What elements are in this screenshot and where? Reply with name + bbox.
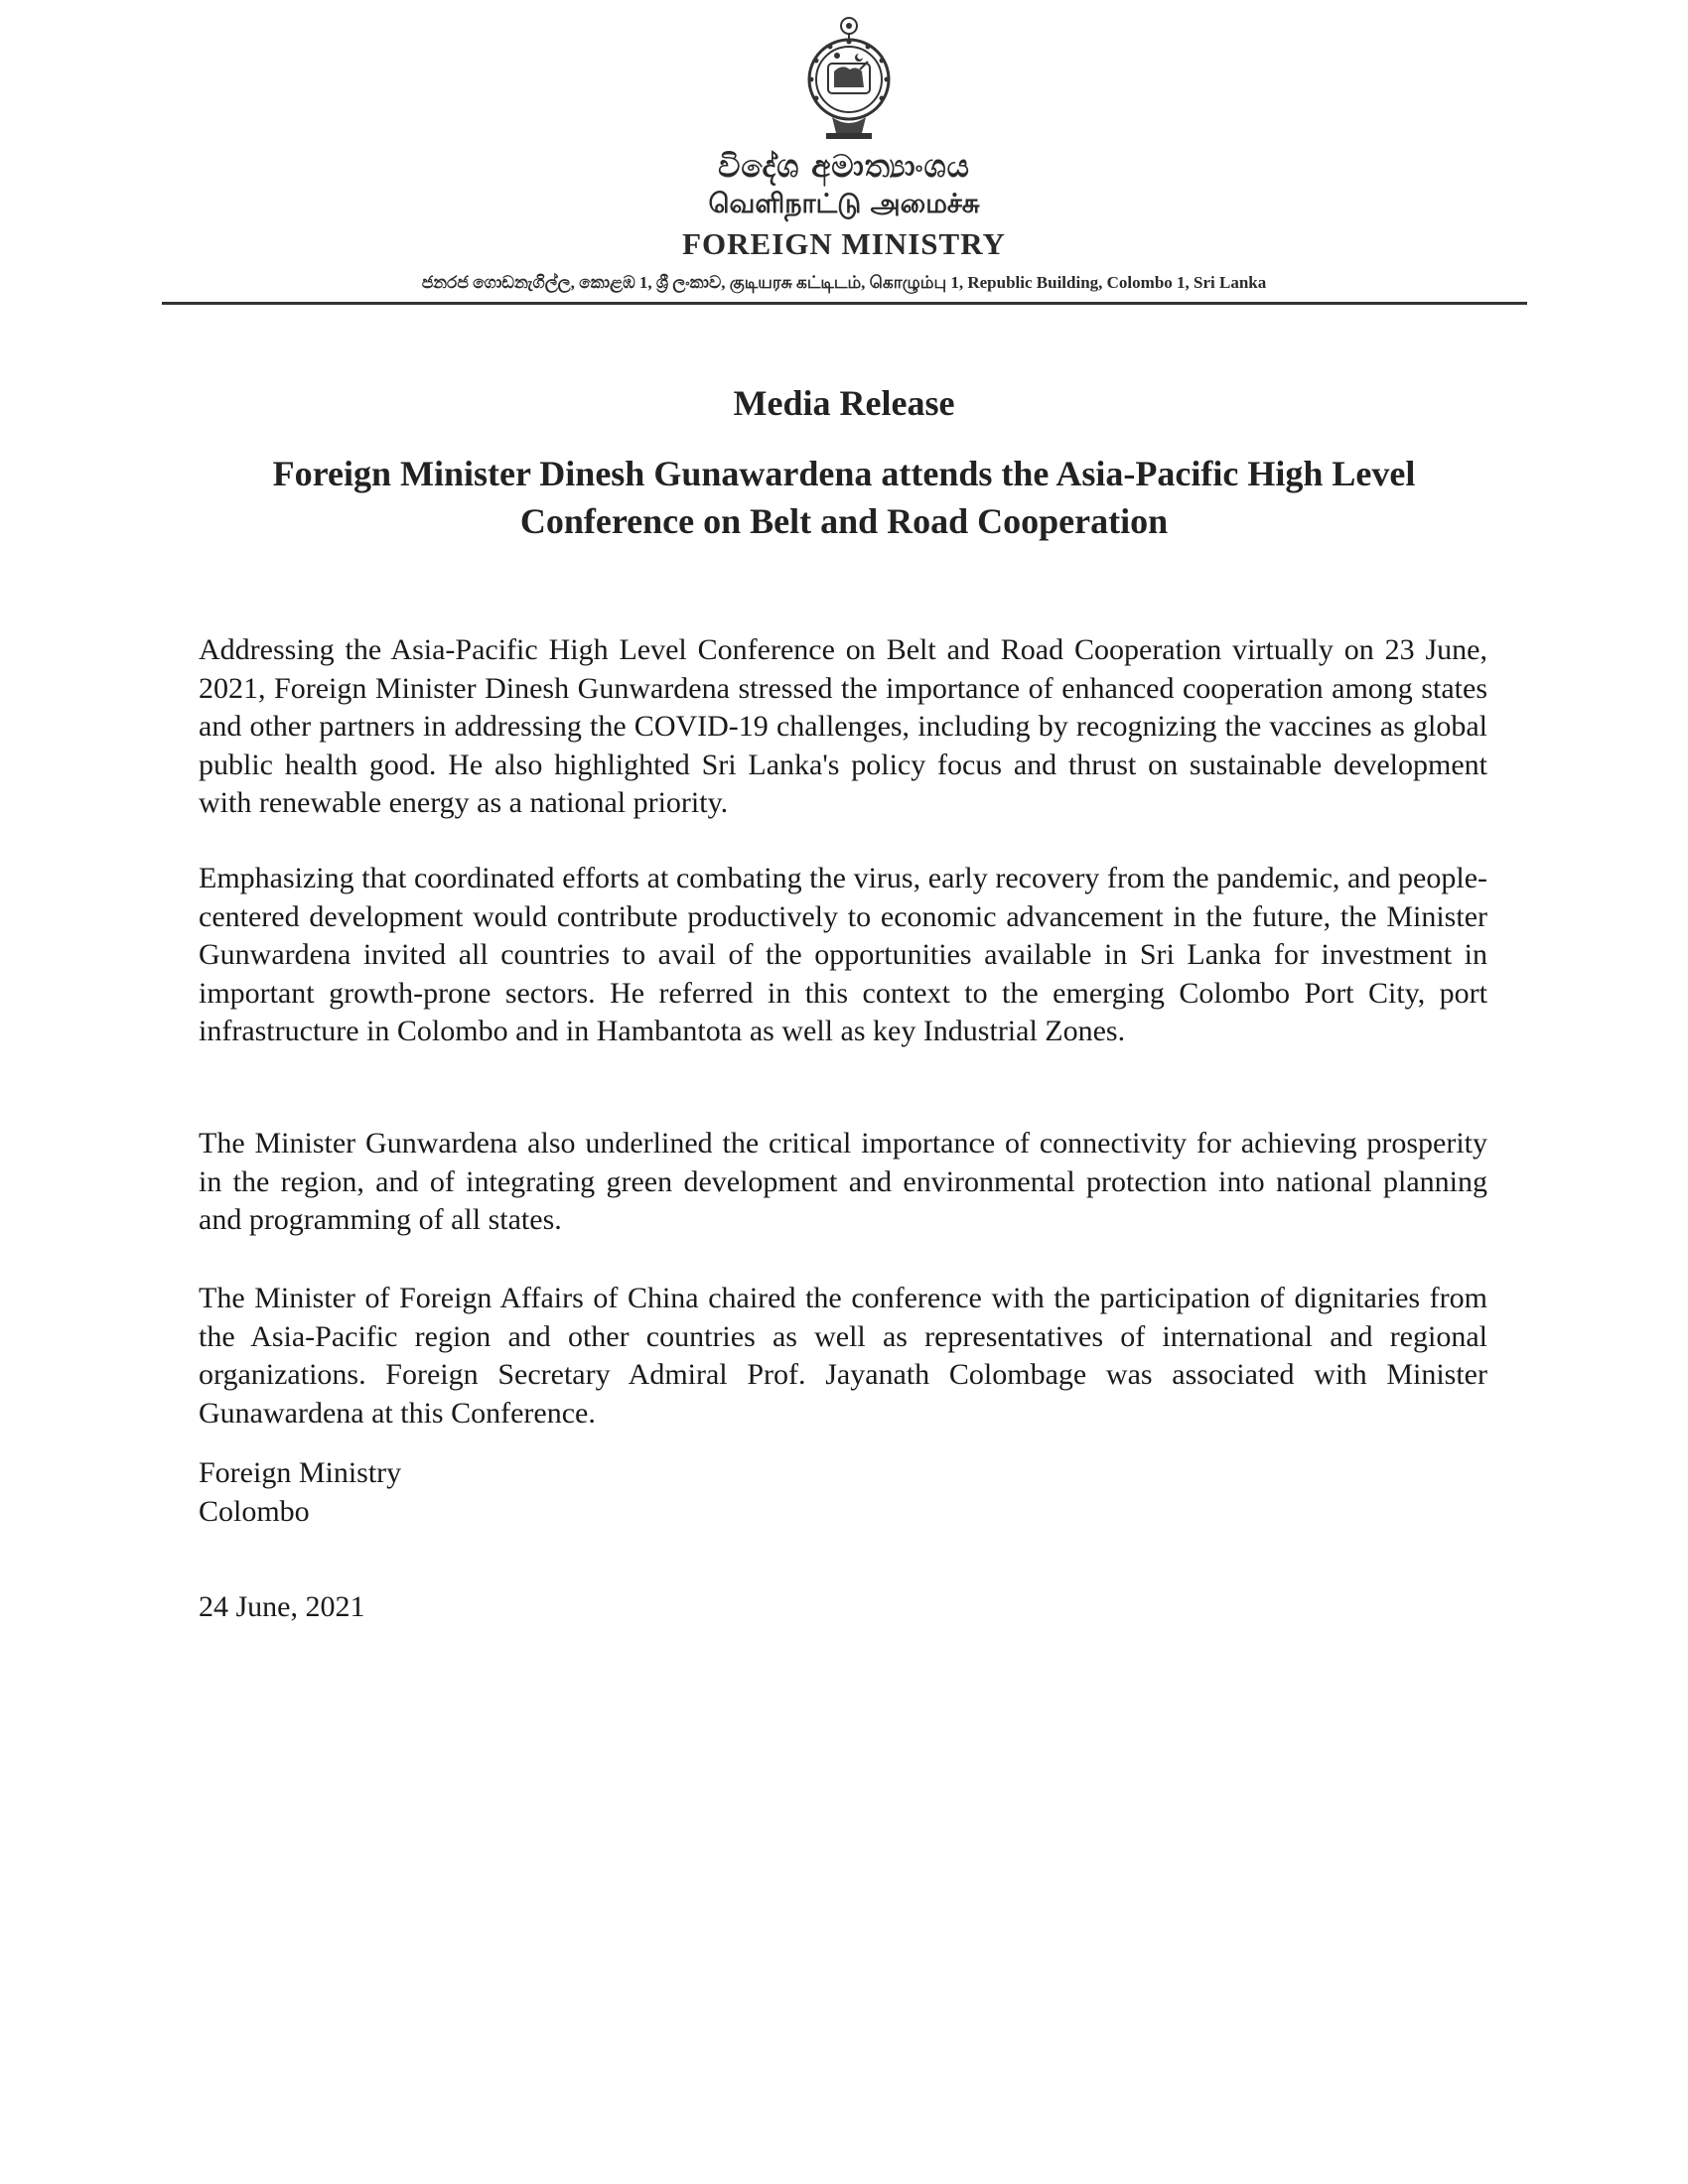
body-paragraph-3: The Minister Gunwardena also underlined the critical importance of connectivity for achieving prosperity in the region, and of integrating green development and environmental protection into national planning and programming of all states. bbox=[199, 1127, 1487, 1236]
signature-organization: Foreign Ministry bbox=[199, 1456, 402, 1489]
letterhead-sinhala-title: විදේශ අමාත්‍යාංශය bbox=[718, 149, 970, 185]
body-paragraph-1: Addressing the Asia-Pacific High Level Conference on Belt and Road Cooperation virtually on 23 June, 2021, Foreign Minister Dinesh Gunwardena stressed the importance of enhanced cooperation among states and other partners in addressing the COVID-19 challenges, including by recognizing the vaccines as global public health good. He also highlighted Sri Lanka's policy focus and thrust on sustainable development with renewable energy as a national priority. bbox=[199, 633, 1487, 819]
letterhead bbox=[0, 0, 1688, 318]
body-paragraph-4: The Minister of Foreign Affairs of China chaired the conference with the participation of dignitaries from the Asia-Pacific region and other countries as well as representatives of international and regional organizations. Foreign Secretary Admiral Prof. Jayanath Colombage was associated with Minister Gunawardena at this Conference. bbox=[199, 1282, 1487, 1430]
body-paragraph-2: Emphasizing that coordinated efforts at combating the virus, early recovery from the pandemic, and people-centered development would contribute productively to economic advancement in the future, the Minister Gunwardena invited all countries to avail of the opportunities available in Sri Lanka for investment in important growth-prone sectors. He referred in this context to the emerging Colombo Port City, port infrastructure in Colombo and in Hambantota as well as key Industrial Zones. bbox=[199, 862, 1487, 1047]
emblem-icon bbox=[804, 14, 894, 141]
letterhead-english-title: FOREIGN MINISTRY bbox=[682, 226, 1006, 261]
letterhead-tamil-title: வெளிநாட்டு அமைச்சு bbox=[708, 189, 980, 219]
signature-block bbox=[199, 1454, 401, 1531]
release-label: Media Release bbox=[733, 383, 955, 423]
letterhead-divider bbox=[162, 302, 1527, 305]
release-date: 24 June, 2021 bbox=[199, 1590, 365, 1623]
headline: Foreign Minister Dinesh Gunawardena attends the Asia-Pacific High Level Conference on Belt and Road Cooperation bbox=[272, 454, 1416, 541]
letterhead-address: ජනරජ ගොඩනැගිල්ල, කොළඹ 1, ශ්‍රී ලංකාව, குடியரசு கட்டிடம், கொழும்பு 1, Republic Building, Colombo 1, Sri Lanka bbox=[421, 273, 1267, 292]
signature-location: Colombo bbox=[199, 1494, 310, 1528]
